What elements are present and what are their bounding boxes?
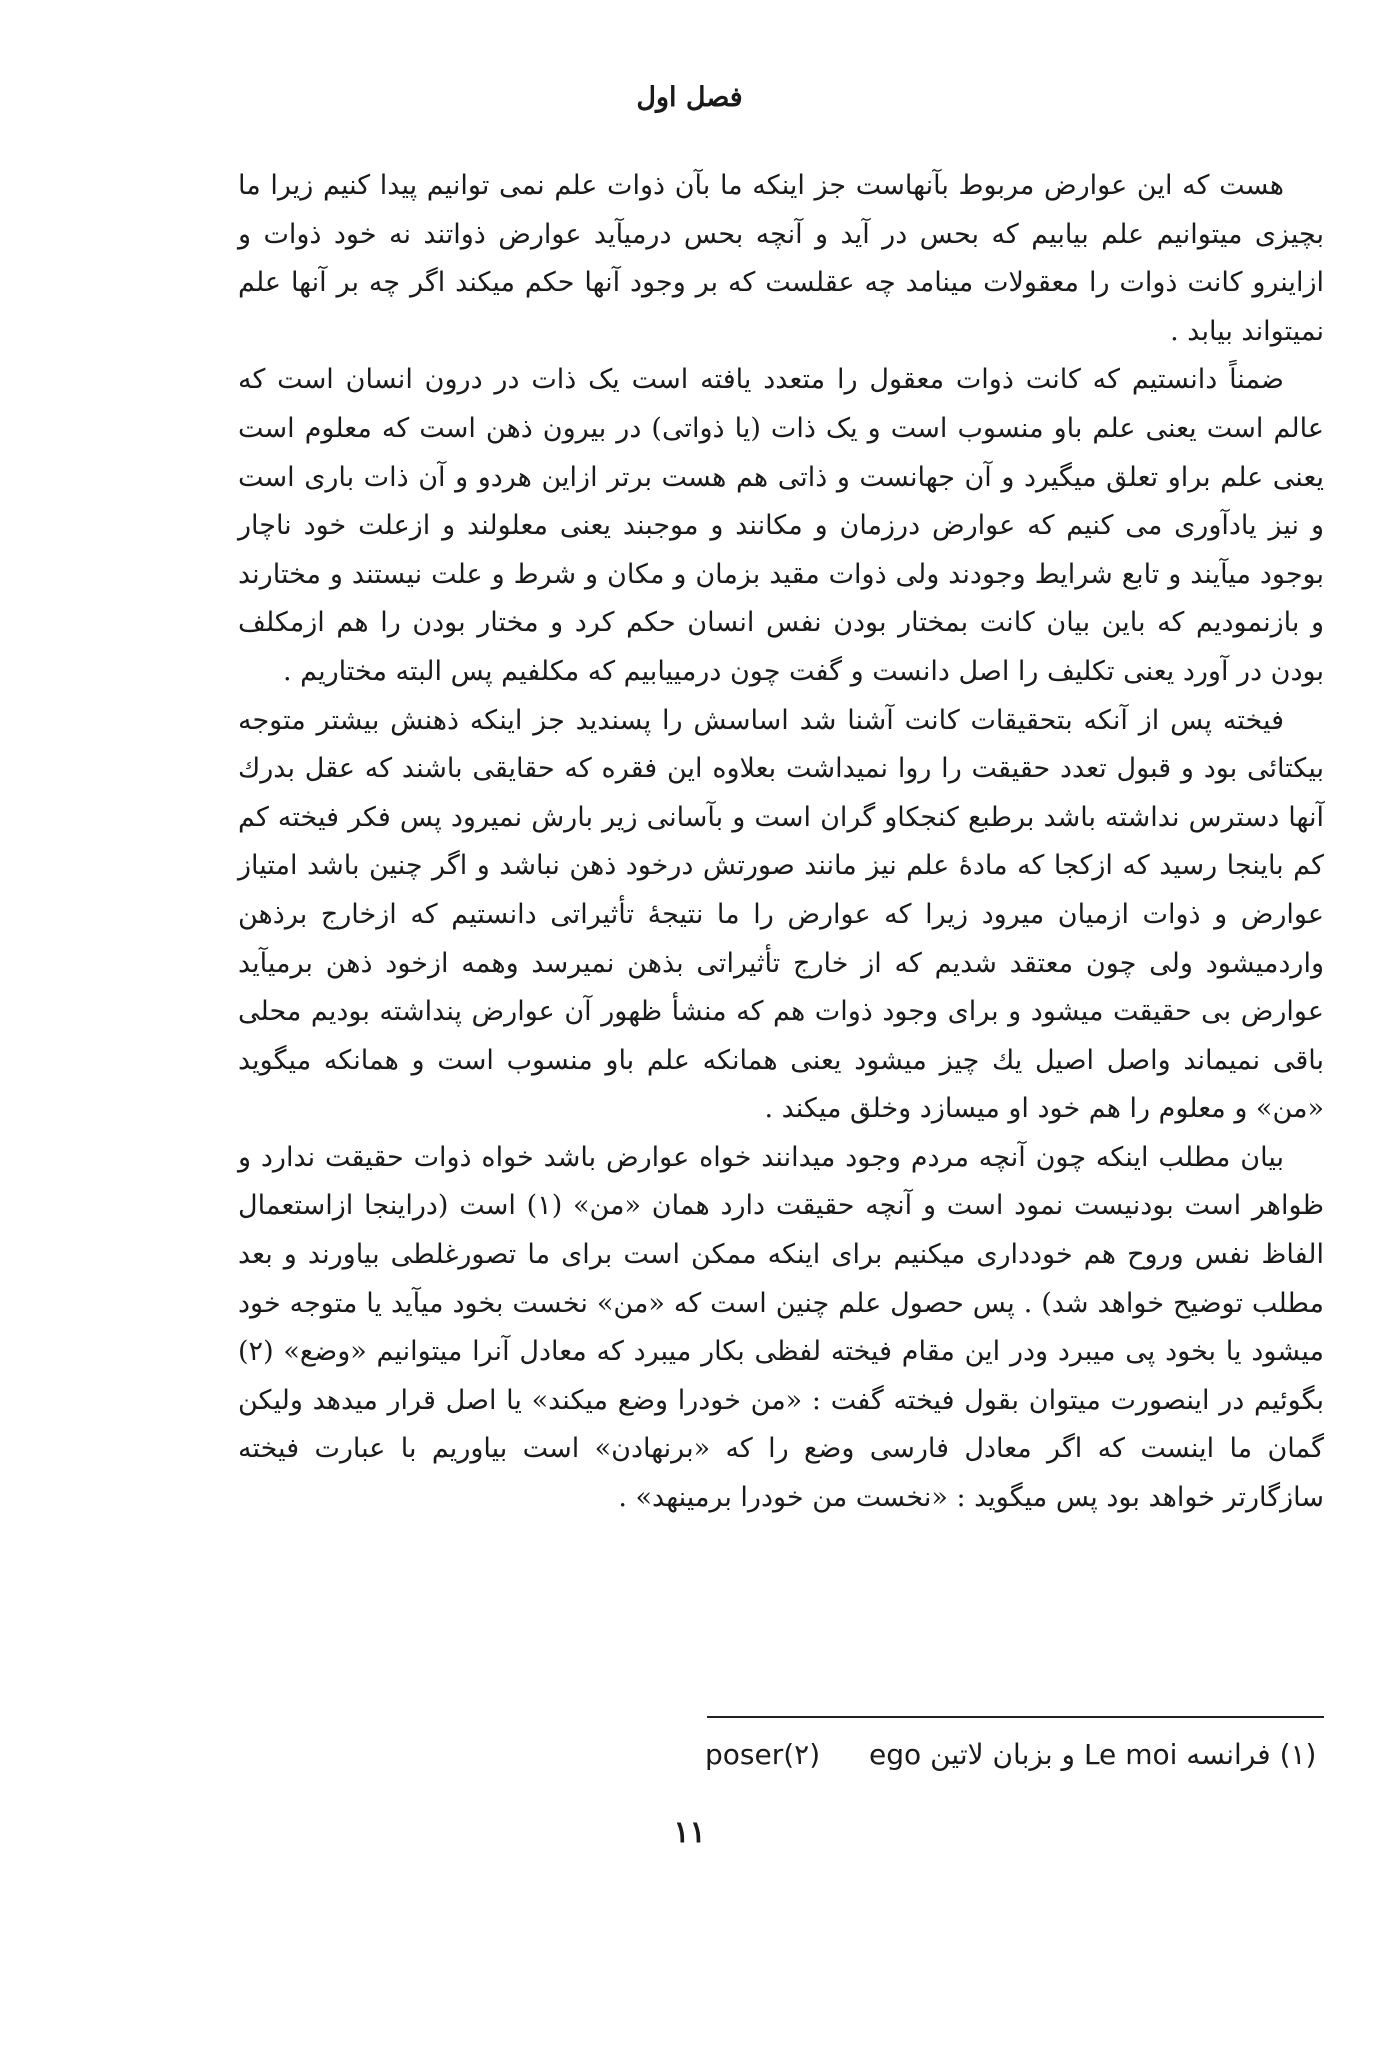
footnotes	[705, 1738, 1316, 1771]
footnote-2: poser(۲)	[705, 1738, 821, 1771]
paragraph: ضمناً دانستیم که کانت ذوات معقول را متعدد یافته است یک ذات در درون انسان است که عالم است یعنی علم باو منسوب است و یک ذات (یا ذواتی) در بیرون ذهن است که معلوم است یعنی علم براو تعلق میگیرد و آن جهانست و ذاتی هم هست برتر ازاین هردو و آن ذات باری است و نیز یادآوری می کنیم که عوارض درزمان و مکانند و موجبند یعنی معلولند و ازعلت خود ناچار بوجود میآیند و تابع شرایط وجودند ولی ذوات مقید بزمان و مکان و شرط و علت نیستند و مختارند و بازنمودیم که باین بیان کانت بمختار بودن نفس انسان حکم کرد و مختار بودن را هم ازمکلف بودن در آورد یعنی تکلیف را اصل دانست و گفت چون درمییابیم که مکلفیم پس البته مختاریم .	[238, 364, 1324, 687]
footnote-1: (۱) فرانسه Le moi و بزبان لاتین ego	[869, 1738, 1317, 1771]
paragraph: بیان مطلب اینکه چون آنچه مردم وجود میدانند خواه عوارض باشد خواه ذوات حقیقت ندارد و ظواهر است بودنیست نمود است و آنچه حقیقت دارد همان «من» (۱) است (دراینجا ازاستعمال الفاظ نفس وروح هم خودداری میکنیم برای اینکه ممکن است برای ما تصورغلطی بیاورند و بعد مطلب توضیح خواهد شد) . پس حصول علم چنین است که «من» نخست بخود میآید یا متوجه خود میشود یا بخود پی میبرد ودر این مقام فیخته لفظی بکار میبرد که معادل آنرا میتوانیم «وضع» (۲) بگوئیم در اینصورت میتوان بقول فیخته گفت : «من خودرا وضع میکند» یا اصل قرار میدهد ولیکن گمان ما اینست که اگر معادل فارسی وضع را که «برنهادن» است بیاوریم با عبارت فیخته سازگارتر خواهد بود پس میگوید : «نخست من خودرا برمینهد» .	[238, 1141, 1324, 1514]
footnote-divider	[707, 1716, 1324, 1718]
paragraph: فیخته پس از آنکه بتحقیقات کانت آشنا شد اساسش را پسندید جز اینکه ذهنش بیشتر متوجه بیکتائی بود و قبول تعدد حقیقت را روا نمیداشت بعلاوه این فقره که حقایقی باشند که عقل بدرك آنها دسترس نداشته باشد برطبع کنجکاو گران است و بآسانی زیر بارش نمیرود پس فکر فیخته کم کم باینجا رسید که ازکجا که مادهٔ علم نیز مانند صورتش درخود ذهن نباشد و اگر چنین باشد امتیاز عوارض و ذوات ازمیان میرود زیرا که عوارض را ما نتیجهٔ تأثیراتی دانستیم که ازخارج برذهن واردمیشود ولی چون معتقد شدیم که از خارج تأثیراتی بذهن نمیرسد وهمه ازخود ذهن برمیآید عوارض بی حقیقت میشود و برای وجود ذوات هم که منشأ ظهور آن عوارض پنداشته بودیم محلی باقی نمیماند واصل اصیل یك چیز میشود یعنی همانکه علم باو منسوب است و همانکه میگوید «من» و معلوم را هم خود او میسازد وخلق میکند .	[238, 704, 1324, 1125]
body-text	[238, 162, 1324, 1523]
chapter-title: فصل اول	[636, 82, 743, 113]
page-number: ۱۱	[673, 1815, 706, 1850]
paragraph: هست که این عوارض مربوط بآنهاست جز اینکه ما بآن ذوات علم نمی توانیم پیدا کنیم زیرا ما بچیزی میتوانیم علم بیابیم که بحس در آید و آنچه بحس درمیآید عوارض ذواتند نه خود ذوات و ازاینرو کانت ذوات را معقولات مینامد چه عقلست که بر وجود آنها حکم میکند اگر چه بر آنها علم نمیتواند بیابد .	[238, 170, 1324, 347]
